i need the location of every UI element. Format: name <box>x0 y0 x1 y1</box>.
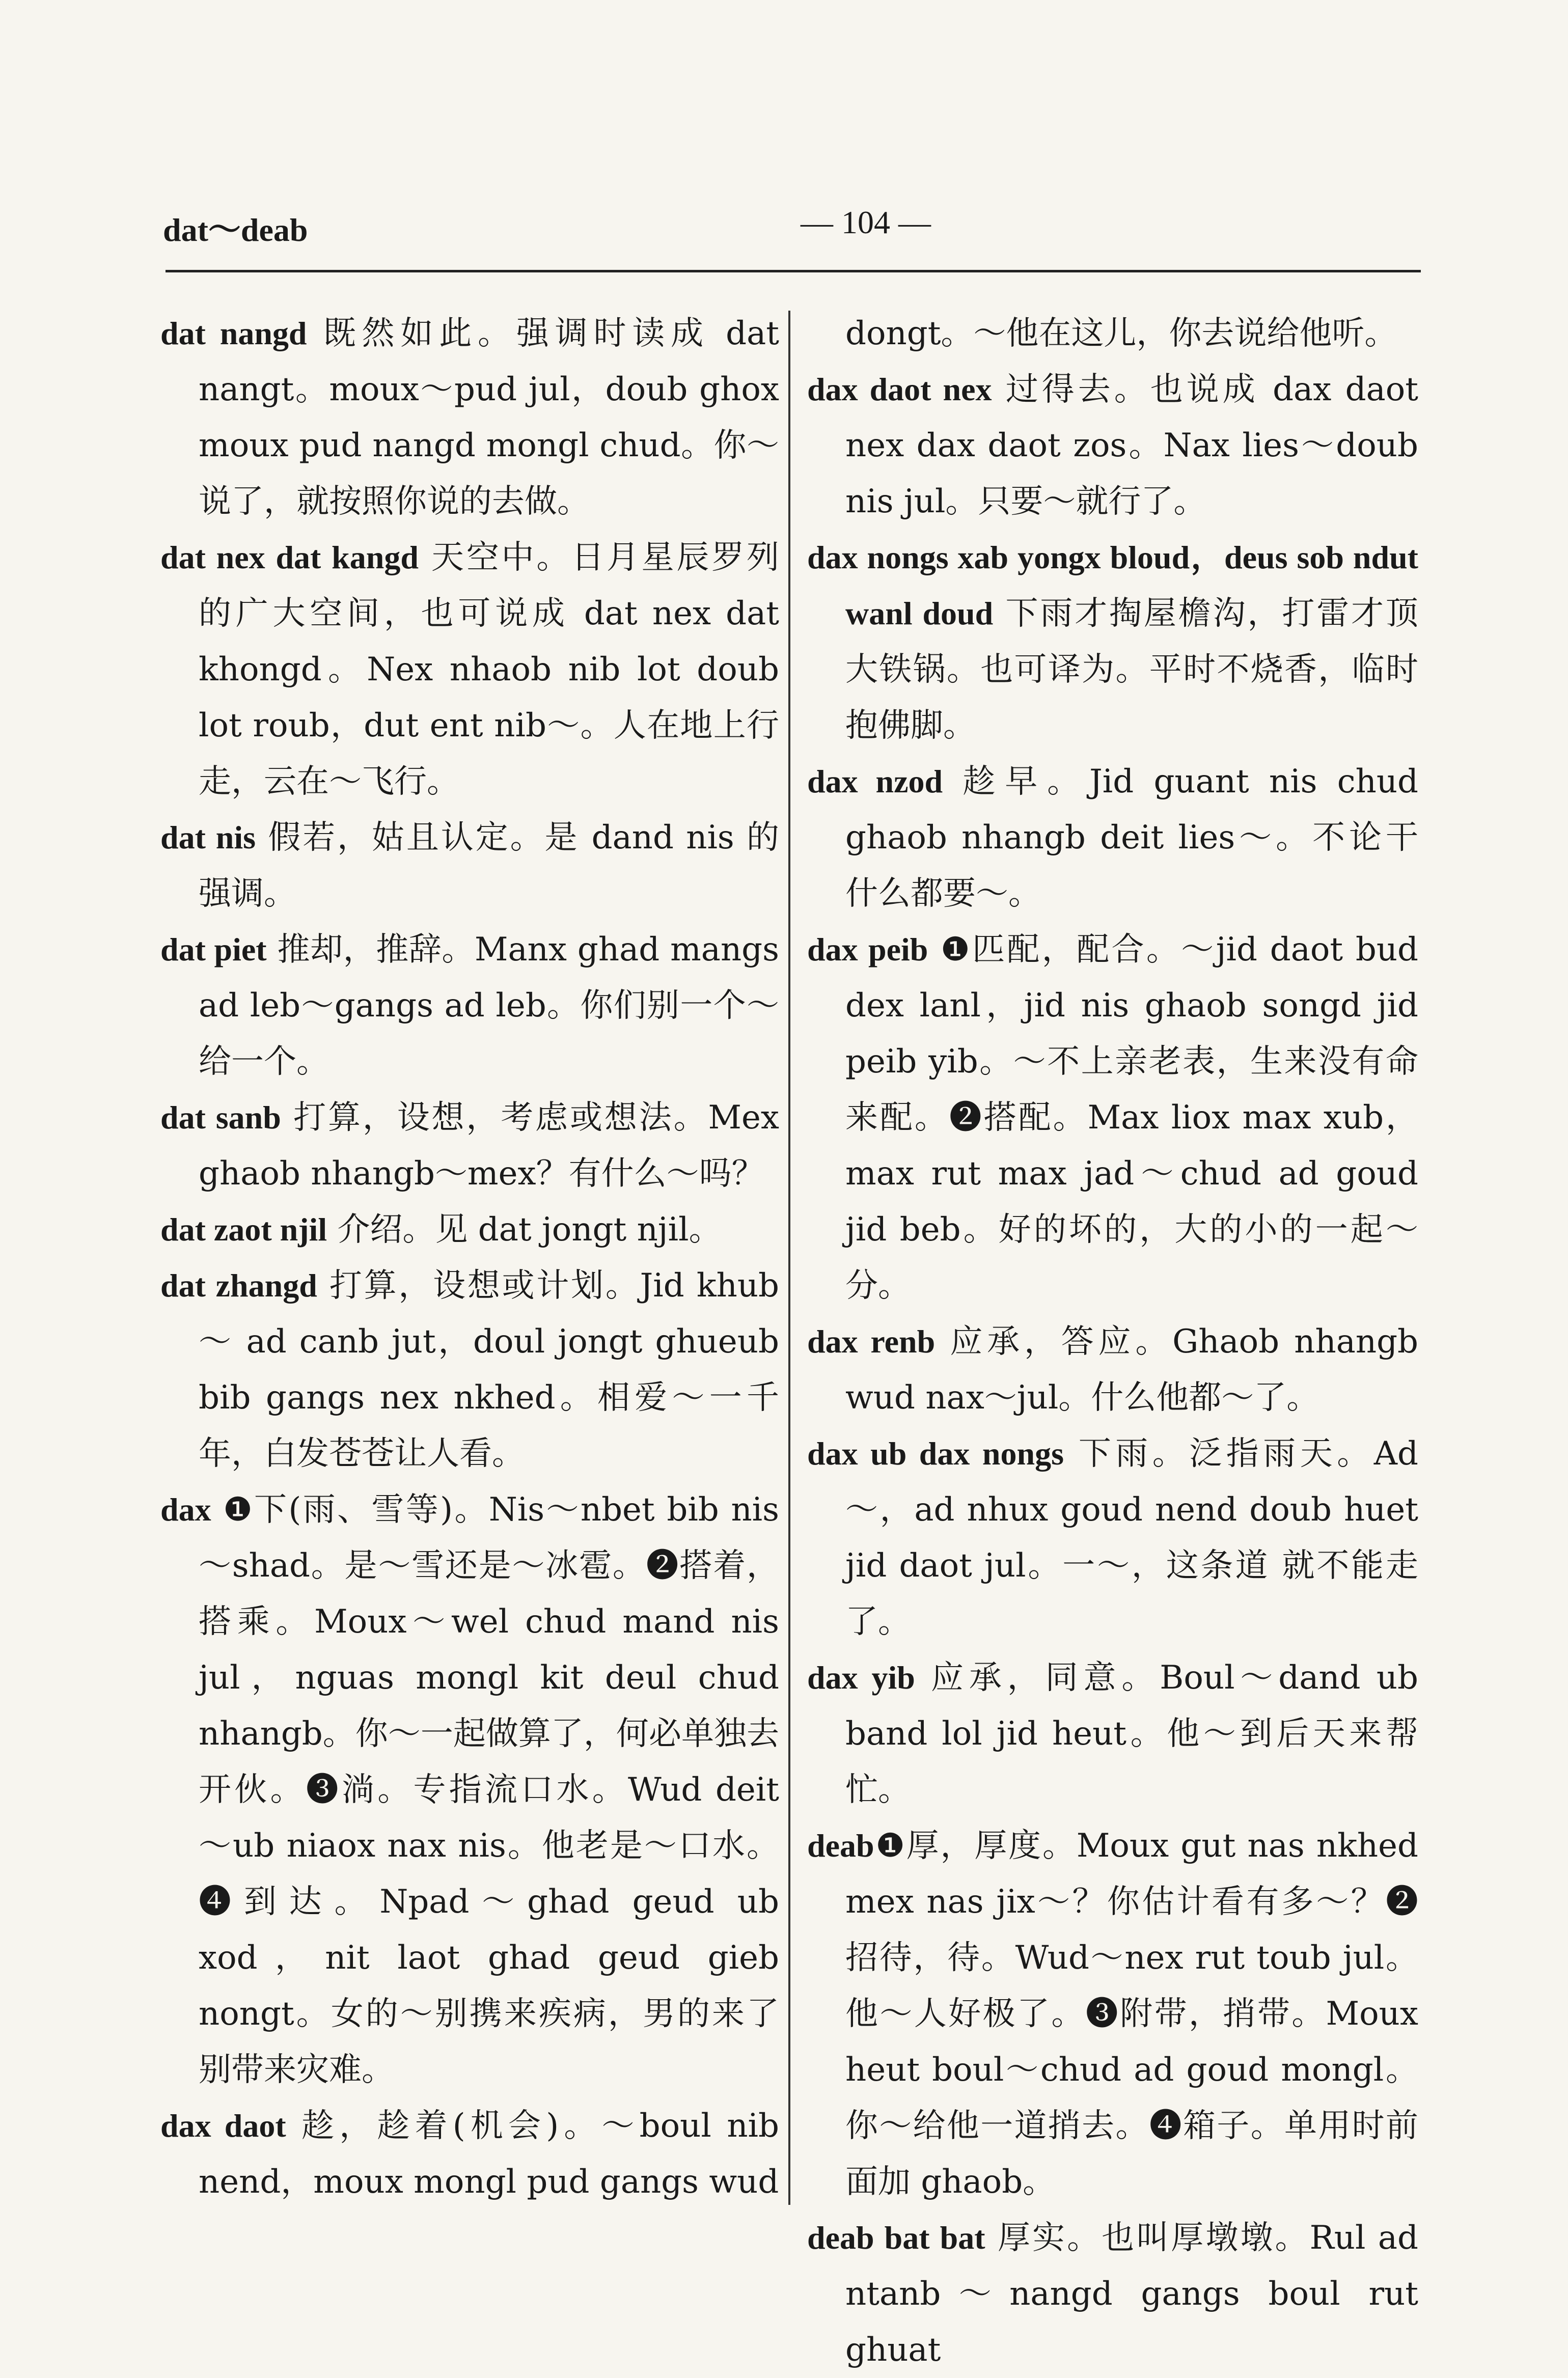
dictionary-entry <box>160 530 779 810</box>
entry-definition: 下雨才掏屋檐沟，打雷才顶大铁锅。也可译为。平时不烧香，临时抱佛脚。 <box>845 595 1419 744</box>
entry-headword: dat nangd <box>160 315 307 351</box>
entry-definition: 假若，姑且认定。是 dand nis 的强调。 <box>199 819 780 913</box>
dictionary-entry <box>160 1090 779 1202</box>
dictionary-entry <box>807 1314 1418 1426</box>
entry-definition: 打算，设想，考虑或想法。Mex ghaob nhangb～mex？有什么～吗？ <box>199 1099 780 1193</box>
dictionary-entry <box>807 2210 1418 2378</box>
entry-definition: 厚实。也叫厚墩墩。Rul ad ntanb～nangd gangs boul rut ghuat <box>845 2219 1419 2369</box>
entry-headword: dat piet <box>160 931 267 967</box>
dictionary-entry <box>160 1482 779 2098</box>
entry-headword: dat zhangd <box>160 1267 317 1304</box>
entry-definition: 应承，同意。Boul～dand ub band lol jid heut。他～到后天来帮忙。 <box>845 1659 1419 1809</box>
left-column <box>160 306 779 2220</box>
entry-definition: dongt。～他在这儿，你去说给他听。 <box>845 315 1397 352</box>
entry-headword: dax ub dax nongs <box>807 1435 1064 1472</box>
dictionary-entry-continuation <box>845 306 1418 362</box>
dictionary-entry <box>807 1818 1418 2210</box>
entry-definition: ❶匹配，配合。～jid daot bud dex lanl，jid nis ghaob songd jid peib yib。～不上亲老表，生来没有命来配。❷搭配。Max liox max xub，max rut max jad～chud ad goud jid beb。好的坏的，大的小的一起～分。 <box>845 931 1419 1305</box>
running-head: dat～deab <box>163 212 308 248</box>
entry-headword: dax nongs xab yongx bloud，deus sob ndut wanl doud <box>807 539 1418 631</box>
entry-definition: 既然如此。强调时读成 dat nangt。moux～pud jul，doub ghox moux pud nangd mongl chud。你～说了，就按照你说的去做。 <box>199 315 780 520</box>
entry-definition: 趁，趁着(机会)。～boul nib nend，moux mongl pud gangs wud <box>199 2107 779 2201</box>
entry-headword: dax <box>160 1491 211 1528</box>
entry-headword: dat sanb <box>160 1099 281 1136</box>
entry-definition: 应承，答应。Ghaob nhangb wud nax～jul。什么他都～了。 <box>845 1323 1419 1417</box>
entry-headword: dax peib <box>807 931 928 967</box>
dictionary-entry <box>807 754 1418 922</box>
entry-headword: dat nis <box>160 819 256 855</box>
dictionary-entry <box>807 922 1418 1314</box>
entry-definition: ❶下(雨、雪等)。Nis～nbet bib nis～shad。是～雪还是～冰雹。❷搭着，搭乘。Moux～wel chud mand nis jul，nguas mongl kit deul chud nhangb。你～一起做算了，何必单独去开伙。❸淌。专指流口水。Wud deit ～ub niaox nax nis。他老是～口水。❹到达。Npad～ghad geud ub xod，nit laot ghad geud gieb nongt。女的～别携来疾病，男的来了别带来灾难。 <box>199 1491 779 2089</box>
entry-headword: dat zaot njil <box>160 1211 327 1248</box>
entry-headword: dax yib <box>807 1660 915 1696</box>
entry-definition: 推却，推辞。Manx ghad mangs ad leb～gangs ad leb。你们别一个～给一个。 <box>199 931 779 1081</box>
dictionary-entry <box>160 922 779 1090</box>
dictionary-entry <box>160 810 779 922</box>
entry-headword: deab <box>807 1828 874 1864</box>
dictionary-entry <box>807 530 1418 754</box>
page-header <box>163 204 1421 260</box>
header-rule <box>166 270 1421 272</box>
entry-definition: 天空中。日月星辰罗列的广大空间，也可说成 dat nex dat khongd。Nex nhaob nib lot doub lot roub，dut ent nib～。人在地上行走，云在～飞行。 <box>199 539 780 800</box>
entry-headword: dat nex dat kangd <box>160 539 419 575</box>
column-divider <box>788 311 790 2205</box>
dictionary-entry <box>160 306 779 530</box>
entry-definition: ❶厚，厚度。Moux gut nas nkhed mex nas jix～？你估计看有多～？❷招待，待。Wud～nex rut toub jul。他～人好极了。❸附带，捎带。Moux heut boul～chud ad goud mongl。你～给他一道捎去。❹箱子。单用时前面加 ghaob。 <box>845 1827 1418 2201</box>
entry-headword: dax daot nex <box>807 371 992 407</box>
entry-headword: dax renb <box>807 1323 936 1360</box>
dictionary-entry <box>807 1650 1418 1818</box>
dictionary-entry <box>160 1202 779 1258</box>
right-column <box>807 306 1419 2369</box>
entry-definition: 打算，设想或计划。Jid khub ～ ad canb jut，doul jongt ghueub bib gangs nex nkhed。相爱～一千年，白发苍苍让人看。 <box>199 1267 780 1473</box>
entry-headword: dax nzod <box>807 763 943 799</box>
dictionary-entry <box>807 362 1418 530</box>
dictionary-entry <box>160 2098 779 2210</box>
entry-headword: dax daot <box>160 2108 286 2144</box>
entry-definition: 过得去。也说成 dax daot nex dax daot zos。Nax lies～doub nis jul。只要～就行了。 <box>845 371 1419 520</box>
entry-definition: 介绍。见 dat jongt njil。 <box>327 1211 722 1249</box>
entry-definition: 趁早。Jid guant nis chud ghaob nhangb deit lies～。不论干什么都要～。 <box>845 763 1419 913</box>
dictionary-entry <box>807 1426 1418 1650</box>
dictionary-entry <box>160 1258 779 1482</box>
page-number: — 104 — <box>801 204 931 240</box>
entry-definition: 下雨。泛指雨天。Ad～，ad nhux goud nend doub huet jid daot jul。一～，这条道 就不能走了。 <box>845 1435 1418 1641</box>
entry-headword: deab bat bat <box>807 2220 985 2256</box>
